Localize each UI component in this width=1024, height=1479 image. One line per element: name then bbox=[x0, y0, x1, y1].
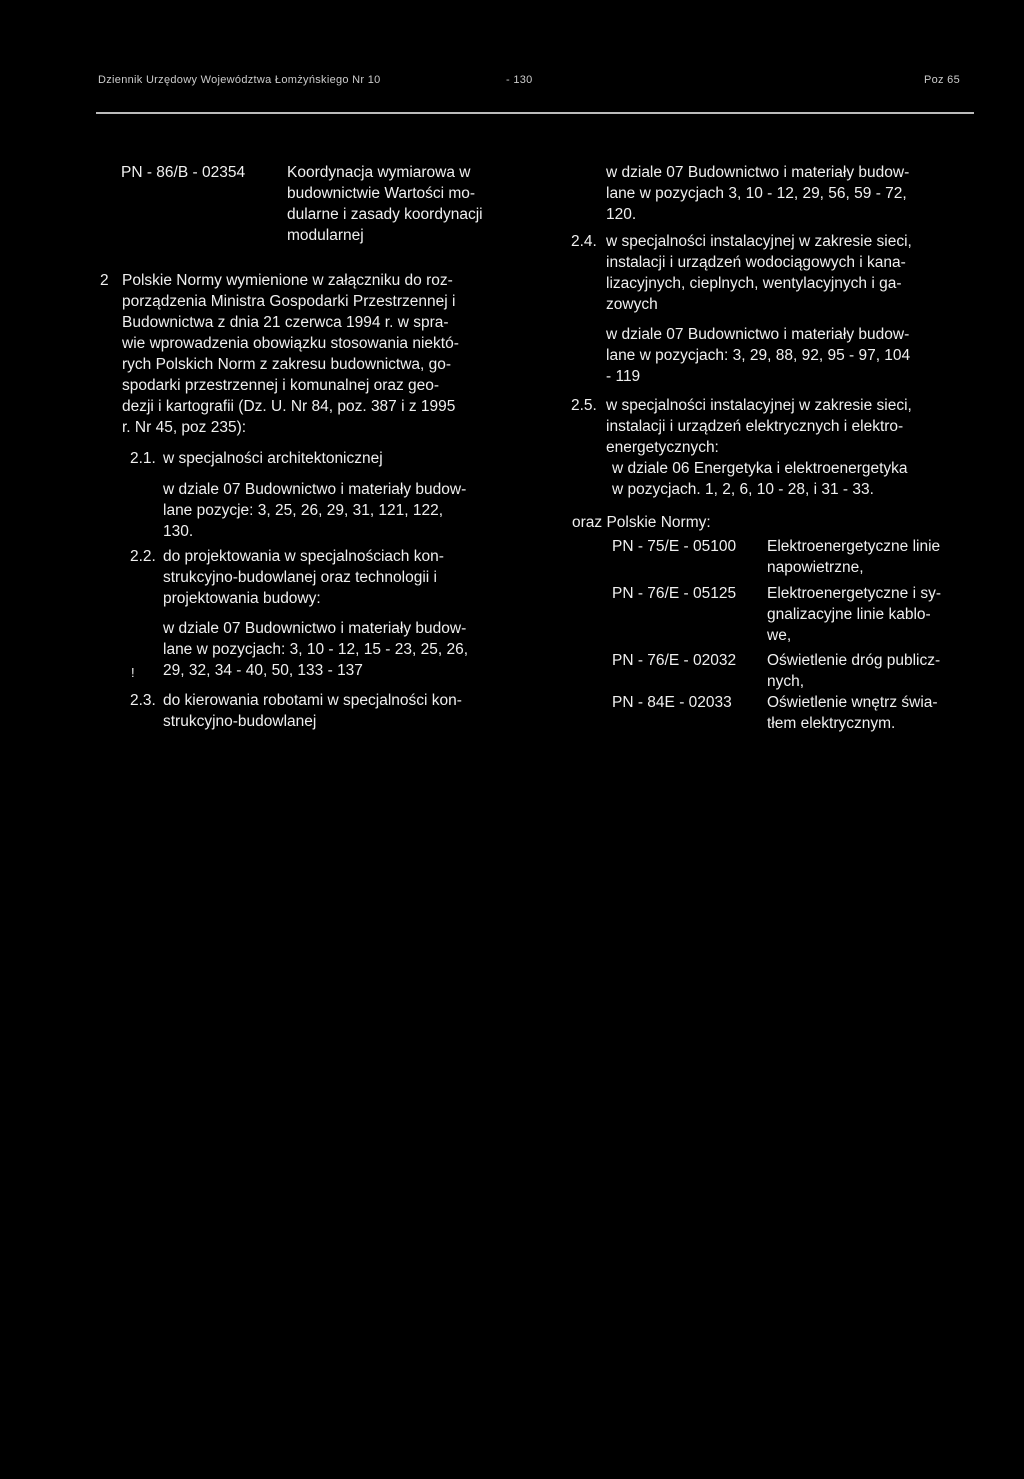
norm-description bbox=[767, 650, 982, 692]
norm-code: PN - 75/E - 05100 bbox=[612, 538, 737, 555]
text-line: - 119 bbox=[606, 368, 641, 385]
norm-description bbox=[767, 583, 982, 646]
text-line: zowych bbox=[606, 296, 658, 313]
text-line: wie wprowadzenia obowiązku stosowania niektó- bbox=[122, 335, 459, 352]
subsection-paragraph bbox=[606, 231, 966, 315]
text-line: budownictwie Wartości mo- bbox=[287, 185, 476, 202]
text-line: w dziale 07 Budownictwo i materiały budow- bbox=[606, 164, 910, 181]
norm-code: PN - 84E - 02033 bbox=[612, 694, 732, 711]
text-line: rych Polskich Norm z zakresu budownictwa, go- bbox=[122, 356, 452, 373]
text-line: we, bbox=[767, 627, 792, 644]
norm-code: PN - 76/E - 02032 bbox=[612, 652, 737, 669]
text-line: lane w pozycjach: 3, 10 - 12, 15 - 23, 25, 26, bbox=[163, 641, 469, 658]
subsection-paragraph bbox=[163, 546, 533, 609]
text-line: lane w pozycjach: 3, 29, 88, 92, 95 - 97, 104 bbox=[606, 347, 911, 364]
continued-paragraph bbox=[606, 162, 956, 225]
subsection-paragraph bbox=[606, 395, 966, 458]
text-line: w dziale 07 Budownictwo i materiały budow- bbox=[606, 326, 910, 343]
text-line: 130. bbox=[163, 523, 194, 540]
subsection-text: w specjalności architektonicznej bbox=[163, 450, 383, 467]
norm-description bbox=[287, 162, 537, 246]
text-line: w dziale 07 Budownictwo i materiały budow- bbox=[163, 481, 467, 498]
subsection-detail bbox=[606, 324, 966, 387]
text-line: Oświetlenie dróg publicz- bbox=[767, 652, 941, 669]
norm-code: PN - 86/B - 02354 bbox=[121, 164, 246, 181]
text-line: do kierowania robotami w specjalności kon- bbox=[163, 692, 462, 709]
text-line: r. Nr 45, poz 235): bbox=[122, 419, 247, 436]
margin-mark: ! bbox=[131, 665, 135, 680]
text-line: lane w pozycjach 3, 10 - 12, 29, 56, 59 - 72, bbox=[606, 185, 907, 202]
subsection-number: 2.2. bbox=[130, 548, 156, 565]
journal-title: Dziennik Urzędowy Województwa Łomżyńskiego Nr 10 bbox=[98, 74, 381, 86]
text-line: projektowania budowy: bbox=[163, 590, 321, 607]
text-line: porządzenia Ministra Gospodarki Przestrzennej i bbox=[122, 293, 456, 310]
text-line: modularnej bbox=[287, 227, 364, 244]
page-header bbox=[98, 70, 960, 92]
text-line: lane pozycje: 3, 25, 26, 29, 31, 121, 122, bbox=[163, 502, 444, 519]
text-line: Budownictwa z dnia 21 czerwca 1994 r. w spra- bbox=[122, 314, 449, 331]
subsection-number: 2.3. bbox=[130, 692, 156, 709]
text-line: dularne i zasady koordynacji bbox=[287, 206, 483, 223]
norms-intro: oraz Polskie Normy: bbox=[572, 514, 711, 531]
text-line: w dziale 07 Budownictwo i materiały budow- bbox=[163, 620, 467, 637]
text-line: strukcyjno-budowlanej oraz technologii i bbox=[163, 569, 437, 586]
subsection-detail bbox=[163, 618, 533, 681]
text-line: strukcyjno-budowlanej bbox=[163, 713, 317, 730]
text-line: Elektroenergetyczne i sy- bbox=[767, 585, 942, 602]
position-number: Poz 65 bbox=[923, 74, 960, 86]
subsection-detail bbox=[612, 458, 972, 500]
section-number: 2 bbox=[100, 272, 109, 289]
subsection-number: 2.1. bbox=[130, 450, 156, 467]
text-line: Koordynacja wymiarowa w bbox=[287, 164, 471, 181]
text-line: nych, bbox=[767, 673, 805, 690]
norm-code: PN - 76/E - 05125 bbox=[612, 585, 737, 602]
text-line: w specjalności instalacyjnej w zakresie sieci, bbox=[606, 397, 912, 414]
norm-description bbox=[767, 692, 982, 734]
text-line: do projektowania w specjalnościach kon- bbox=[163, 548, 444, 565]
text-line: Polskie Normy wymienione w załączniku do roz- bbox=[122, 272, 453, 289]
text-line: instalacji i urządzeń wodociągowych i kana- bbox=[606, 254, 906, 271]
text-line: lizacyjnych, cieplnych, wentylacyjnych i ga- bbox=[606, 275, 902, 292]
subsection-paragraph bbox=[163, 690, 533, 732]
subsection-number: 2.5. bbox=[571, 397, 597, 414]
text-line: gnalizacyjne linie kablo- bbox=[767, 606, 931, 623]
text-line: spodarki przestrzennej i komunalnej oraz geo- bbox=[122, 377, 440, 394]
section-paragraph bbox=[122, 270, 524, 438]
header-rule bbox=[96, 112, 974, 114]
text-line: 29, 32, 34 - 40, 50, 133 - 137 bbox=[163, 662, 363, 679]
text-line: w specjalności instalacyjnej w zakresie sieci, bbox=[606, 233, 912, 250]
text-line: dezji i kartografii (Dz. U. Nr 84, poz. 387 i z 1995 bbox=[122, 398, 456, 415]
text-line: energetycznych: bbox=[606, 439, 719, 456]
text-line: 120. bbox=[606, 206, 637, 223]
page-number: - 130 bbox=[506, 74, 533, 86]
subsection-detail bbox=[163, 479, 533, 542]
text-line: Elektroenergetyczne linie bbox=[767, 538, 941, 555]
text-line: w pozycjach. 1, 2, 6, 10 - 28, i 31 - 33. bbox=[612, 481, 874, 498]
subsection-number: 2.4. bbox=[571, 233, 597, 250]
text-line: Oświetlenie wnętrz świa- bbox=[767, 694, 938, 711]
text-line: w dziale 06 Energetyka i elektroenergetyka bbox=[612, 460, 908, 477]
norm-description bbox=[767, 536, 982, 578]
text-line: instalacji i urządzeń elektrycznych i elektro- bbox=[606, 418, 904, 435]
text-line: tłem elektrycznym. bbox=[767, 715, 896, 732]
text-line: napowietrzne, bbox=[767, 559, 864, 576]
